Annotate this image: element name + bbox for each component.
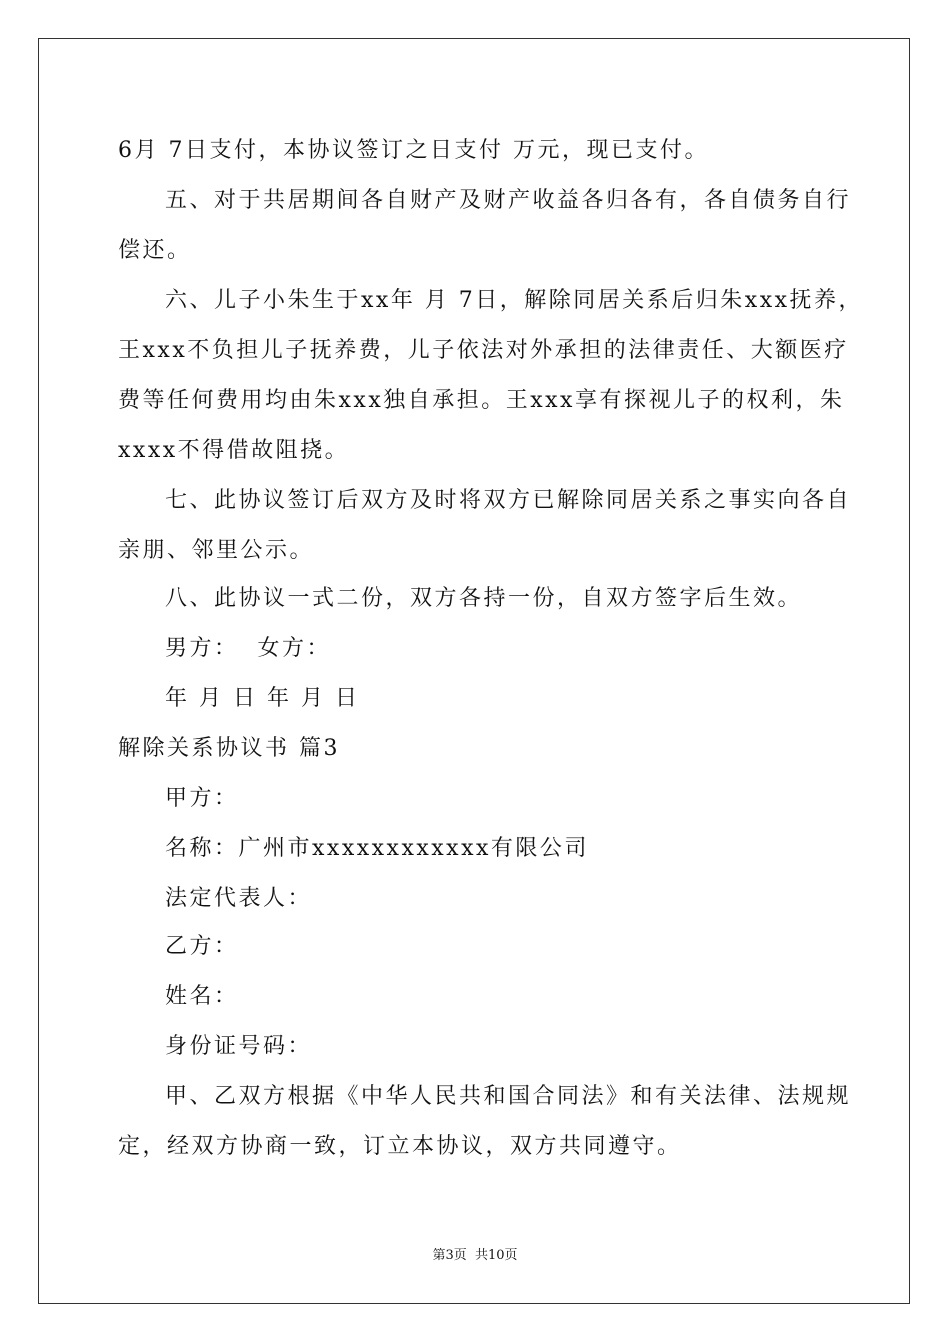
text-line: 名称：广州市xxxxxxxxxxxx有限公司 [165,836,589,861]
section-heading: 解除关系协议书 篇3 [118,736,340,761]
signature-dates: 年 月 日 年 月 日 [165,686,360,711]
signature-parties: 男方： 女方： [165,636,331,661]
text-line: 姓名： [165,984,239,1009]
text-line: 亲朋、邻里公示。 [118,538,315,563]
text-line: 六、儿子小朱生于xx年 月 7日，解除同居关系后归朱xxx抚养， [165,288,864,313]
text-line: 五、对于共居期间各自财产及财产收益各归各有，各自债务自行 [165,188,852,213]
text-line: 甲方： [165,786,239,811]
text-line: 甲、乙双方根据《中华人民共和国合同法》和有关法律、法规规 [165,1084,852,1109]
text-line: 七、此协议签订后双方及时将双方已解除同居关系之事实向各自 [165,488,852,513]
text-line: 八、此协议一式二份，双方各持一份，自双方签字后生效。 [165,586,803,611]
text-line: 身份证号码： [165,1034,313,1059]
text-line: 乙方： [165,934,239,959]
text-line: 定，经双方协商一致，订立本协议，双方共同遵守。 [118,1134,682,1159]
text-line: 6月 7日支付，本协议签订之日支付 万元，现已支付。 [118,138,709,163]
text-line: 偿还。 [118,238,192,263]
text-line: 王xxx不负担儿子抚养费，儿子依法对外承担的法律责任、大额医疗 [118,338,849,363]
text-line: xxxx不得借故阻挠。 [118,438,350,463]
text-line: 法定代表人： [165,886,313,911]
text-line: 费等任何费用均由朱xxx独自承担。王xxx享有探视儿子的权利，朱 [118,388,845,413]
page-number: 第3页 共10页 [432,1248,518,1263]
page-border [38,38,910,1304]
